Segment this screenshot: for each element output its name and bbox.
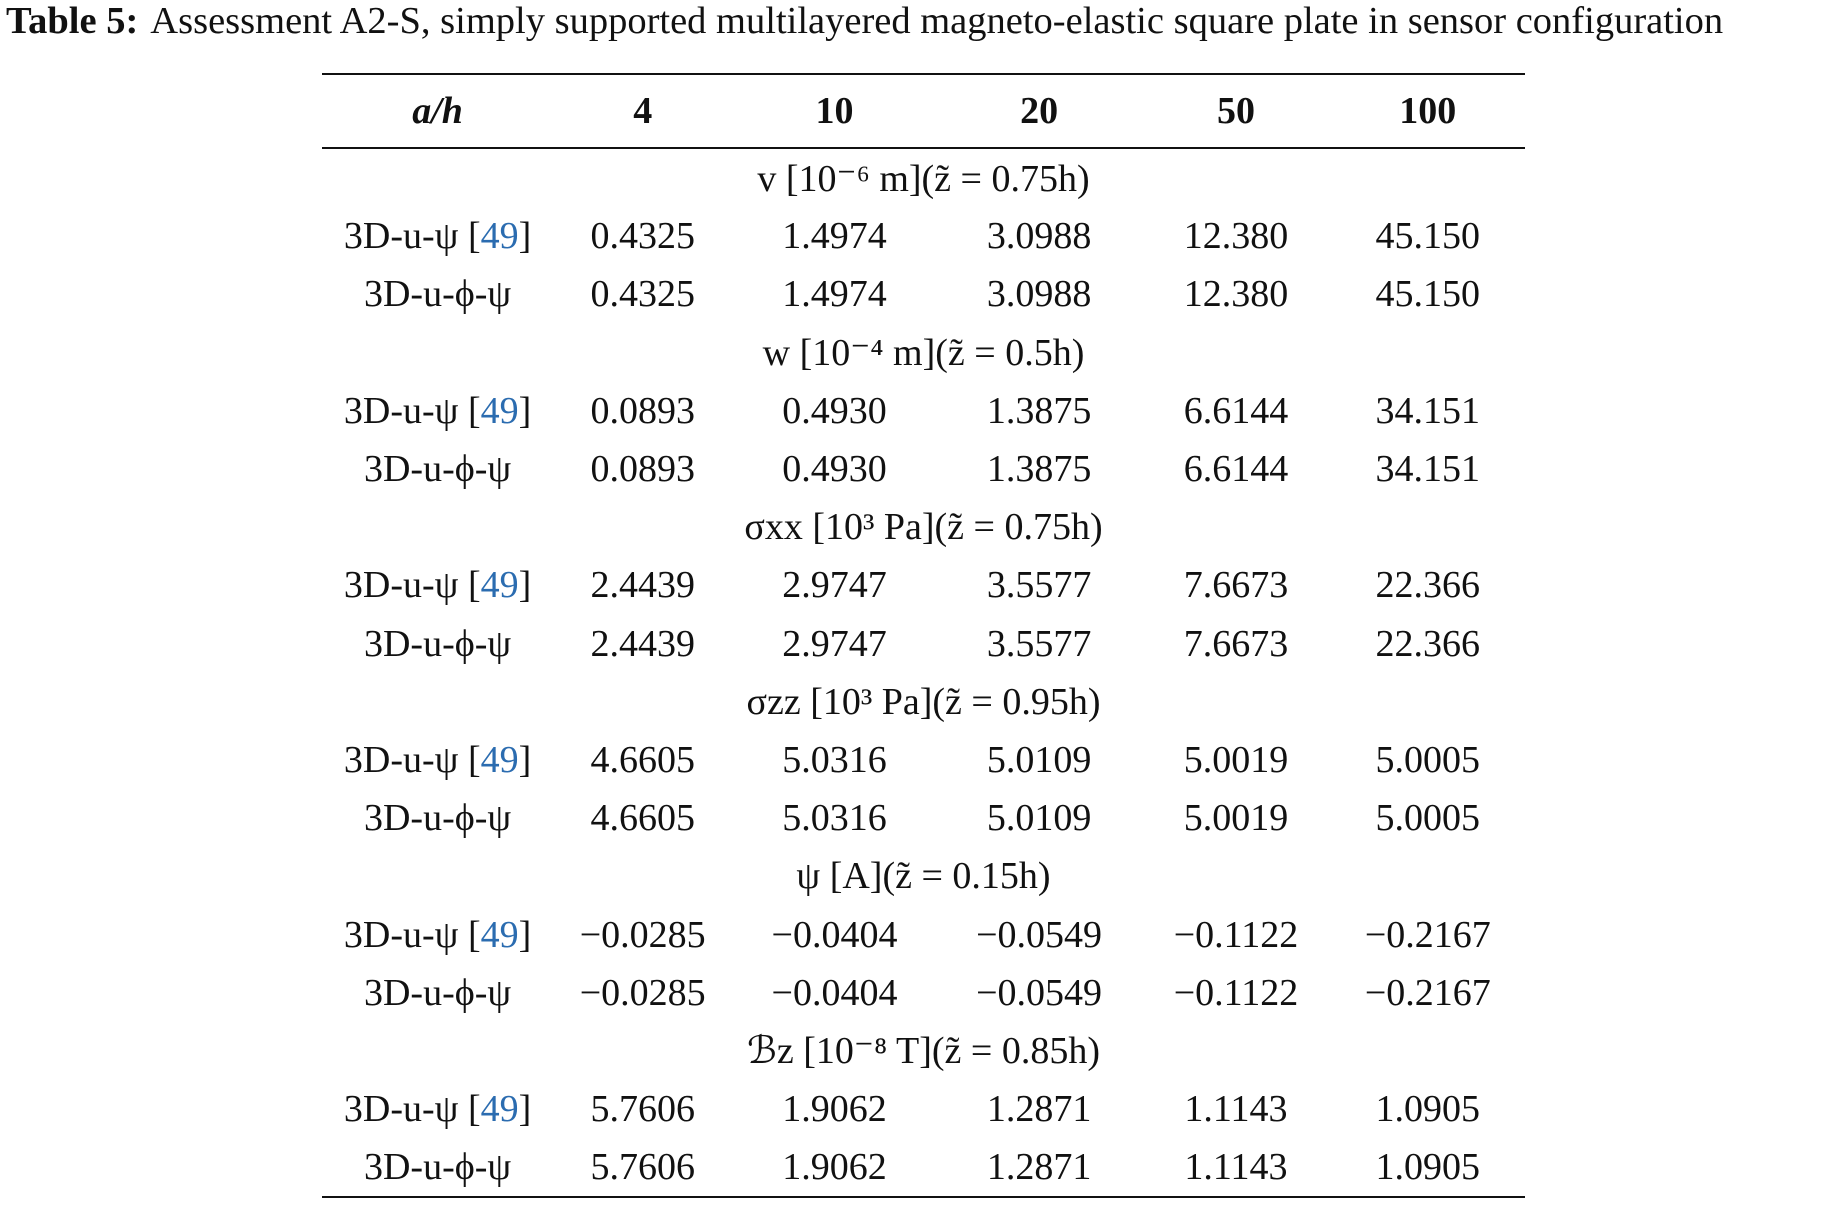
value-cell: 5.7606 bbox=[553, 1138, 732, 1197]
value-cell: 4.6605 bbox=[590, 738, 695, 781]
value-cell: 3.5577 bbox=[986, 564, 1092, 607]
value-cell: 6.6144 bbox=[1183, 389, 1289, 432]
value-cell: 12.380 bbox=[1183, 215, 1289, 258]
value-cell: 2.9747 bbox=[782, 564, 887, 607]
method-name: 3D-u-ψ bbox=[343, 913, 459, 956]
value-cell: −0.0549 bbox=[976, 971, 1103, 1014]
citation-link[interactable]: 49 bbox=[480, 389, 519, 432]
table-row bbox=[322, 207, 1525, 265]
value-cell: 5.7606 bbox=[590, 1088, 695, 1131]
value-cell: 0.4930 bbox=[782, 448, 887, 491]
group-header-row bbox=[322, 148, 1525, 207]
value-cell: 1.0905 bbox=[1331, 1138, 1525, 1197]
ref-bracket-close: ] bbox=[518, 215, 532, 258]
value-cell: −0.2167 bbox=[1364, 913, 1491, 956]
method-cell bbox=[322, 731, 553, 789]
method-cell bbox=[322, 1080, 553, 1138]
value-cell: −0.0285 bbox=[579, 971, 706, 1014]
method-cell bbox=[322, 964, 553, 1022]
method-name: 3D-u-ψ bbox=[343, 215, 459, 258]
value-cell: 2.4439 bbox=[590, 622, 695, 665]
value-cell: 1.2871 bbox=[937, 1138, 1142, 1197]
value-cell: 34.151 bbox=[1375, 448, 1481, 491]
results-table-container bbox=[322, 73, 1525, 1198]
value-cell: 1.2871 bbox=[986, 1088, 1092, 1131]
value-cell: −0.0285 bbox=[579, 913, 706, 956]
ref-bracket-close: ] bbox=[518, 389, 532, 432]
table-row bbox=[322, 440, 1525, 498]
value-cell: −0.1122 bbox=[1173, 971, 1299, 1014]
method-name: 3D-u-ϕ-ψ bbox=[363, 797, 512, 840]
value-cell: −0.0404 bbox=[771, 971, 898, 1014]
group-label: σzz [10³ Pa](z̃ = 0.95h) bbox=[746, 680, 1101, 723]
value-cell: −0.0404 bbox=[771, 913, 898, 956]
citation-link[interactable]: 49 bbox=[480, 738, 519, 781]
table-caption bbox=[6, 0, 1836, 42]
ref-bracket-open: [ bbox=[458, 389, 481, 432]
value-cell: 5.0005 bbox=[1375, 797, 1481, 840]
group-header-row bbox=[322, 324, 1525, 382]
table-row bbox=[322, 731, 1525, 789]
header-cell-4: 4 bbox=[633, 90, 653, 132]
header-cell-50: 50 bbox=[1216, 90, 1255, 132]
value-cell: 2.9747 bbox=[782, 622, 887, 665]
group-label: v [10⁻⁶ m](z̃ = 0.75h) bbox=[757, 157, 1090, 200]
value-cell: 5.0316 bbox=[782, 738, 887, 781]
method-cell bbox=[322, 1138, 553, 1197]
value-cell: 1.9062 bbox=[732, 1138, 937, 1197]
value-cell: 5.0019 bbox=[1183, 738, 1289, 781]
value-cell: 1.3875 bbox=[986, 389, 1092, 432]
method-cell bbox=[322, 440, 553, 498]
value-cell: −0.1122 bbox=[1173, 913, 1299, 956]
value-cell: 4.6605 bbox=[590, 797, 695, 840]
ref-bracket-open: [ bbox=[458, 913, 481, 956]
ref-bracket-open: [ bbox=[458, 1088, 481, 1131]
value-cell: 3.0988 bbox=[986, 215, 1092, 258]
value-cell: 3.0988 bbox=[986, 273, 1092, 316]
table-row bbox=[322, 964, 1525, 1022]
value-cell: 0.0893 bbox=[590, 389, 695, 432]
header-cell-a-h: a/h bbox=[412, 90, 463, 132]
caption-text: Assessment A2-S, simply supported multilayered magneto-elastic square plate in sensor configuration bbox=[150, 0, 1724, 42]
ref-bracket-open: [ bbox=[458, 215, 481, 258]
value-cell: 2.4439 bbox=[590, 564, 695, 607]
value-cell: 0.0893 bbox=[590, 448, 695, 491]
header-row bbox=[322, 74, 1525, 148]
method-cell bbox=[322, 556, 553, 614]
citation-link[interactable]: 49 bbox=[480, 1088, 519, 1131]
table-row bbox=[322, 1080, 1525, 1138]
method-name: 3D-u-ϕ-ψ bbox=[363, 971, 512, 1014]
table-row bbox=[322, 615, 1525, 673]
header-cell-100: 100 bbox=[1399, 90, 1457, 132]
method-cell bbox=[322, 789, 553, 847]
value-cell: 1.4974 bbox=[782, 273, 887, 316]
table-row bbox=[322, 1138, 1525, 1197]
value-cell: 5.0109 bbox=[986, 738, 1092, 781]
method-name: 3D-u-ψ bbox=[343, 564, 459, 607]
value-cell: 1.9062 bbox=[782, 1088, 887, 1131]
method-name: 3D-u-ϕ-ψ bbox=[363, 622, 512, 665]
method-cell bbox=[322, 265, 553, 323]
table-row bbox=[322, 789, 1525, 847]
table-row bbox=[322, 905, 1525, 963]
method-name: 3D-u-ψ bbox=[343, 738, 459, 781]
table-row bbox=[322, 556, 1525, 614]
value-cell: 45.150 bbox=[1375, 273, 1481, 316]
value-cell: 45.150 bbox=[1375, 215, 1481, 258]
results-table bbox=[322, 73, 1525, 1198]
value-cell: 7.6673 bbox=[1183, 622, 1289, 665]
value-cell: 1.4974 bbox=[782, 215, 887, 258]
value-cell: 3.5577 bbox=[986, 622, 1092, 665]
citation-link[interactable]: 49 bbox=[480, 913, 519, 956]
table-row bbox=[322, 265, 1525, 323]
table-header bbox=[322, 74, 1525, 148]
value-cell: 5.0019 bbox=[1183, 797, 1289, 840]
value-cell: 5.0005 bbox=[1375, 738, 1481, 781]
value-cell: 1.3875 bbox=[986, 448, 1092, 491]
value-cell: 5.0109 bbox=[986, 797, 1092, 840]
value-cell: 6.6144 bbox=[1183, 448, 1289, 491]
ref-bracket-close: ] bbox=[518, 564, 532, 607]
value-cell: 12.380 bbox=[1183, 273, 1289, 316]
citation-link[interactable]: 49 bbox=[480, 215, 519, 258]
method-name: 3D-u-ϕ-ψ bbox=[363, 273, 512, 316]
value-cell: 0.4325 bbox=[590, 273, 695, 316]
ref-bracket-close: ] bbox=[518, 913, 532, 956]
table-row bbox=[322, 382, 1525, 440]
header-cell-20: 20 bbox=[1020, 90, 1059, 132]
method-cell bbox=[322, 905, 553, 963]
ref-bracket-close: ] bbox=[518, 738, 532, 781]
caption-label: Table 5: bbox=[6, 0, 139, 42]
value-cell: 0.4930 bbox=[782, 389, 887, 432]
header-cell-10: 10 bbox=[815, 90, 854, 132]
value-cell: 0.4325 bbox=[590, 215, 695, 258]
table-body bbox=[322, 148, 1525, 1197]
method-name: 3D-u-ϕ-ψ bbox=[363, 448, 512, 491]
group-label: ℬz [10⁻⁸ T](z̃ = 0.85h) bbox=[747, 1030, 1100, 1073]
ref-bracket-open: [ bbox=[458, 738, 481, 781]
value-cell: 34.151 bbox=[1375, 389, 1481, 432]
group-header-row bbox=[322, 847, 1525, 905]
group-label: σxx [10³ Pa](z̃ = 0.75h) bbox=[744, 506, 1103, 549]
value-cell: 22.366 bbox=[1375, 622, 1481, 665]
value-cell: 22.366 bbox=[1375, 564, 1481, 607]
method-cell bbox=[322, 615, 553, 673]
value-cell: 1.1143 bbox=[1141, 1138, 1330, 1197]
ref-bracket-open: [ bbox=[458, 564, 481, 607]
group-label: w [10⁻⁴ m](z̃ = 0.5h) bbox=[762, 332, 1085, 375]
method-cell bbox=[322, 382, 553, 440]
group-header-row bbox=[322, 498, 1525, 556]
group-header-row bbox=[322, 673, 1525, 731]
method-name: 3D-u-ψ bbox=[343, 389, 459, 432]
value-cell: −0.0549 bbox=[976, 913, 1103, 956]
value-cell: 7.6673 bbox=[1183, 564, 1289, 607]
method-name: 3D-u-ϕ-ψ bbox=[363, 1146, 512, 1189]
method-cell bbox=[322, 207, 553, 265]
value-cell: 5.0316 bbox=[782, 797, 887, 840]
ref-bracket-close: ] bbox=[518, 1088, 532, 1131]
value-cell: 1.1143 bbox=[1184, 1088, 1288, 1131]
value-cell: 1.0905 bbox=[1375, 1088, 1481, 1131]
citation-link[interactable]: 49 bbox=[480, 564, 519, 607]
group-header-row bbox=[322, 1022, 1525, 1080]
value-cell: −0.2167 bbox=[1364, 971, 1491, 1014]
group-label: ψ [A](z̃ = 0.15h) bbox=[796, 855, 1051, 898]
method-name: 3D-u-ψ bbox=[343, 1088, 459, 1131]
